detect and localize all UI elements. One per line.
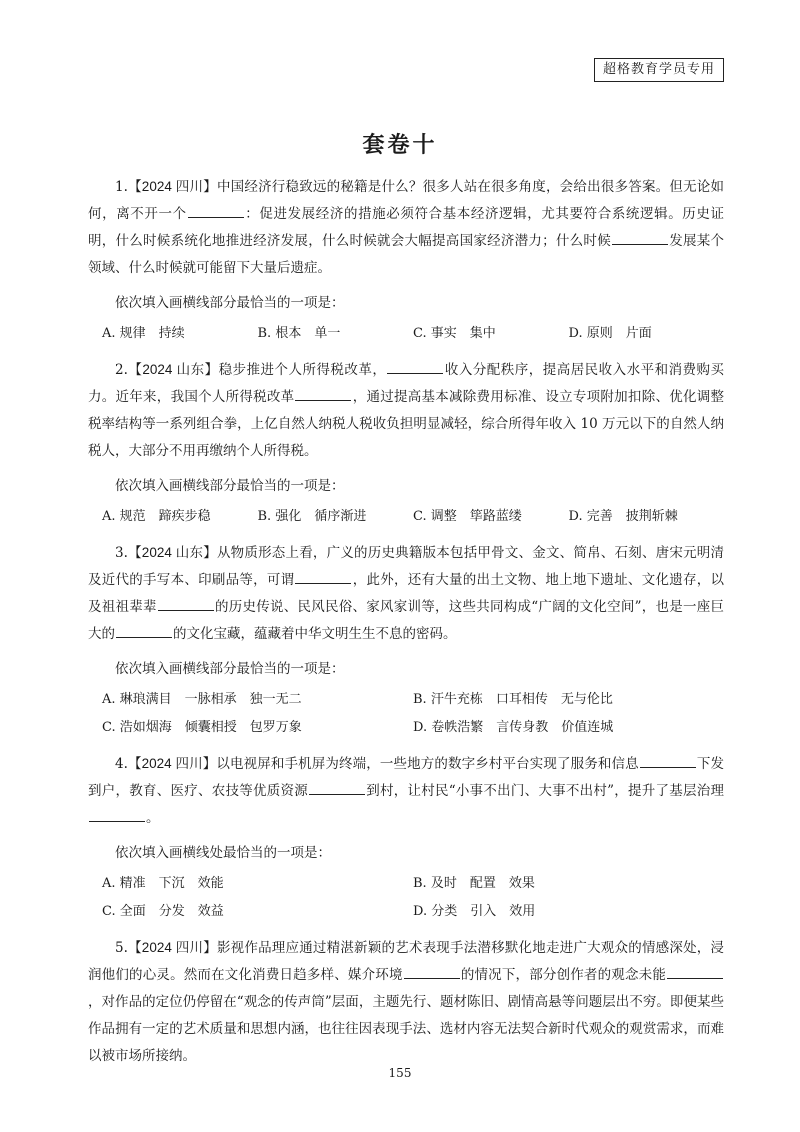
question-prompt: 依次填入画横线部分最恰当的一项是：: [115, 661, 345, 677]
options: [102, 503, 724, 531]
question-source: 【2024 山东】: [127, 545, 217, 560]
question-prompt: 依次填入画横线部分最恰当的一项是：: [115, 478, 345, 494]
option-a[interactable]: A. 精准 下沉 效能: [102, 876, 224, 891]
question-3: 3.【2024 山东】从物质形态上看，广义的历史典籍版本包括甲骨文、金文、简帛、石刻、唐宋元明清及近代的手写本、印刷品等，可谓 ，此外，还有大量的出土文物、地上地下遗址、文化遗存，以及祖祖辈辈 的历史传说、民风民俗、家风家训等，这些共同构成“广阔的文化空间”，也是一座巨大的 的文化宝藏，蕴藏着中华文明生生不息的密码。: [88, 545, 725, 642]
question-prompt: 依次填入画横线部分最恰当的一项是：: [115, 295, 345, 311]
question-source: 【2024 四川】: [127, 179, 217, 194]
blank: [667, 964, 723, 979]
option-a[interactable]: A. 规律 持续: [102, 326, 185, 341]
page-number: 155: [388, 1066, 412, 1080]
option-b[interactable]: B. 及时 配置 效果: [413, 876, 535, 891]
blank: [89, 807, 145, 822]
options: [102, 686, 724, 742]
options: [102, 870, 724, 926]
option-d[interactable]: D. 完善 披荆斩棘: [568, 509, 678, 524]
option-b[interactable]: B. 根本 单一: [257, 326, 341, 341]
blank: [116, 623, 172, 638]
blank: [188, 203, 244, 218]
question-5: 5.【2024 四川】影视作品理应通过精湛新颖的艺术表现手法潜移默化地走进广大观众的情感深处，浸润他们的心灵。然而在文化消费日趋多样、媒介环境 的情况下，部分创作者的观念未能，对作品的定位仍停留在“观念的传声筒”层面，主题先行、题材陈旧、剧情高悬等问题层出不穷。即便某些作品拥有一定的艺术质量和思想内涵，也往往因表现手法、选材内容无法契合新时代观众的观赏需求，而难以被市场所接纳。: [88, 940, 724, 1064]
question-list: [88, 173, 724, 1070]
option-a[interactable]: A. 规范 蹄疾步稳: [102, 509, 211, 524]
question-number: 5.: [115, 940, 128, 956]
question-number: 1.: [115, 179, 128, 195]
option-b[interactable]: B. 汗牛充栋 口耳相传 无与伦比: [413, 692, 613, 707]
blank: [295, 386, 351, 401]
option-d[interactable]: D. 原则 片面: [568, 326, 652, 341]
blank: [309, 780, 365, 795]
blank: [640, 753, 696, 768]
question-number: 3.: [115, 545, 128, 561]
question-2: 2.【2024 山东】稳步推进个人所得税改革， 收入分配秩序，提高居民收入水平和消费购买力。近年来，我国个人所得税改革 ，通过提高基本减除费用标准、设立专项附加扣除、优化调整税率结构等一系列组合拳，上亿自然人纳税人税收负担明显减轻，综合所得年收入 10 万元以下的自然人纳税人，大部分不用再缴纳个人所得税。: [88, 356, 724, 465]
option-c[interactable]: C. 全面 分发 效益: [102, 904, 224, 919]
option-a[interactable]: A. 琳琅满目 一脉相承 独一无二: [102, 692, 302, 707]
blank: [158, 596, 214, 611]
option-d[interactable]: D. 卷帙浩繁 言传身教 价值连城: [413, 720, 614, 735]
question-source: 【2024 山东】: [127, 362, 219, 377]
blank: [387, 359, 443, 374]
options: [102, 320, 724, 348]
option-d[interactable]: D. 分类 引入 效用: [413, 904, 536, 919]
user-label-badge: 超格教育学员专用: [594, 58, 724, 82]
blank: [404, 964, 460, 979]
question-4: 4.【2024 四川】以电视屏和手机屏为终端，一些地方的数字乡村平台实现了服务和信息 下发到户，教育、医疗、农技等优质资源 到村，让村民“小事不出门、大事不出村”，提升了基层治理。: [88, 750, 724, 832]
question-1: 1.【2024 四川】中国经济行稳致远的秘籍是什么？很多人站在很多角度，会给出很多答案。但无论如何，离不开一个 ：促进发展经济的措施必须符合基本经济逻辑，尤其要符合系统逻辑。历史证明，什么时候系统化地推进经济发展，什么时候就会大幅提高国家经济潜力；什么时候 发展某个领域、什么时候就可能留下大量后遗症。: [88, 179, 725, 276]
blank: [295, 569, 351, 584]
question-source: 【2024 四川】: [127, 940, 217, 955]
option-c[interactable]: C. 事实 集中: [413, 326, 496, 341]
option-c[interactable]: C. 调整 筚路蓝缕: [413, 509, 522, 524]
option-b[interactable]: B. 强化 循序渐进: [257, 509, 367, 524]
question-number: 2.: [115, 362, 128, 378]
blank: [612, 230, 668, 245]
question-source: 【2024 四川】: [127, 756, 217, 771]
question-prompt: 依次填入画横线处最恰当的一项是：: [115, 845, 331, 861]
page-title: 套卷十: [362, 132, 438, 158]
option-c[interactable]: C. 浩如烟海 倾囊相授 包罗万象: [102, 720, 302, 735]
question-number: 4.: [115, 756, 128, 772]
